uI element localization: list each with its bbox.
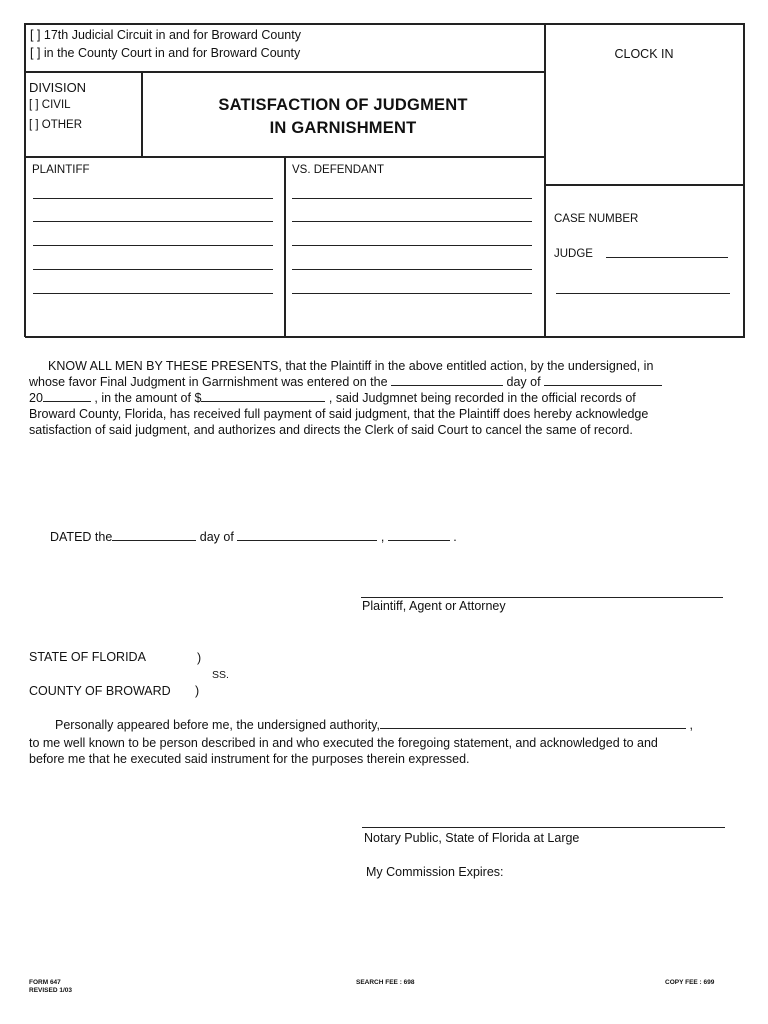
judgment-year-field[interactable] [43,390,91,402]
plaintiff-line-5[interactable] [33,293,273,294]
judge-label: JUDGE [554,248,593,260]
amount-field[interactable] [201,390,325,402]
plaintiff-line-3[interactable] [33,245,273,246]
defendant-line-4[interactable] [292,269,532,270]
paragraph2-line2: to me well known to be person described in and who executed the foregoing statement, and acknowledged to and [29,736,658,750]
defendant-line-1[interactable] [292,198,532,199]
paragraph1-text-2: whose favor Final Judgment in Garrnishment was entered on the [29,375,388,389]
division-other-option: [ ] OTHER [29,119,83,131]
paragraph2-text-2: , [689,718,693,732]
case-number-label: CASE NUMBER [554,213,639,225]
division-label: DIVISION [29,80,87,95]
judgment-month-field[interactable] [544,374,662,386]
case-number-field-line[interactable] [556,293,730,294]
notary-signature-line[interactable] [362,827,725,828]
paragraph1-line5: satisfaction of said judgment, and authorizes and directs the Clerk of said Court to cancel the same of record. [29,423,633,437]
search-fee: SEARCH FEE : 698 [356,979,415,986]
dated-year-field[interactable] [388,529,450,541]
county-paren: ) [195,684,200,698]
paragraph2-line3: before me that he executed said instrument for the purposes therein expressed. [29,752,470,766]
dated-text-3: , [380,530,385,544]
dated-text-4: . [453,530,457,544]
copy-fee: COPY FEE : 699 [665,979,715,986]
state-paren: ) [197,651,202,665]
frame-bottom-border [25,336,745,338]
clock-box-divider [545,184,745,186]
paragraph1-text-6: , said Judgmnet being recorded in the official records of [328,391,636,405]
court-row-divider [25,71,545,73]
judgment-date-field[interactable] [391,374,503,386]
plaintiff-signature-line[interactable] [361,597,723,598]
dated-text-2: day of [199,530,234,544]
plaintiff-label: PLAINTIFF [32,164,90,176]
dated-month-field[interactable] [237,529,377,541]
county-of-broward: COUNTY OF BROWARD [29,684,171,698]
document-title-line1: SATISFACTION OF JUDGMENT [218,96,468,114]
paragraph1-line4: Broward County, Florida, has received full payment of said judgment, that the Plaintiff does hereby acknowledge [29,407,649,421]
paragraph1-line1 [48,358,653,374]
defendant-line-5[interactable] [292,293,532,294]
plaintiff-line-2[interactable] [33,221,273,222]
commission-expires-label: My Commission Expires: [366,865,504,879]
plaintiff-line-1[interactable] [33,198,273,199]
defendant-label: VS. DEFENDANT [292,164,385,176]
state-of-florida: STATE OF FLORIDA [29,650,146,664]
plaintiff-line-4[interactable] [33,269,273,270]
paragraph1-line3 [29,390,636,406]
dated-text-1: DATED the [50,530,113,544]
defendant-line-2[interactable] [292,221,532,222]
dated-line [50,529,457,545]
court-option-county: [ ] in the County Court in and for Broward County [30,46,301,60]
paragraph2-text-1: Personally appeared before me, the undersigned authority, [55,718,380,732]
paragraph2-line1 [55,717,693,733]
revised-date: REVISED 1/03 [29,987,72,994]
plaintiff-signature-label: Plaintiff, Agent or Attorney [362,599,506,613]
frame-top-border [25,23,745,25]
judge-field-line[interactable] [606,257,728,258]
paragraph1-text-4: 20 [29,391,43,405]
court-option-circuit: [ ] 17th Judicial Circuit in and for Broward County [30,28,301,42]
paragraph1-text-5: , in the amount of $ [94,391,202,405]
ss-label: SS. [212,669,229,681]
notary-label: Notary Public, State of Florida at Large [364,831,580,845]
appearing-person-field[interactable] [380,717,686,729]
division-civil-option: [ ] CIVIL [29,99,71,111]
paragraph1-text-3: day of [506,375,541,389]
paragraph1-text-1: KNOW ALL MEN BY THESE PRESENTS, that the Plaintiff in the above entitled action, by the undersigned, in [48,359,654,373]
clock-in-label: CLOCK IN [614,47,674,61]
defendant-line-3[interactable] [292,245,532,246]
paragraph1-line2 [29,374,662,390]
document-title-line2: IN GARNISHMENT [269,119,417,137]
dated-day-field[interactable] [112,529,196,541]
party-divider [284,157,286,337]
form-number: FORM 647 [29,979,61,986]
frame-right-border [743,23,745,337]
